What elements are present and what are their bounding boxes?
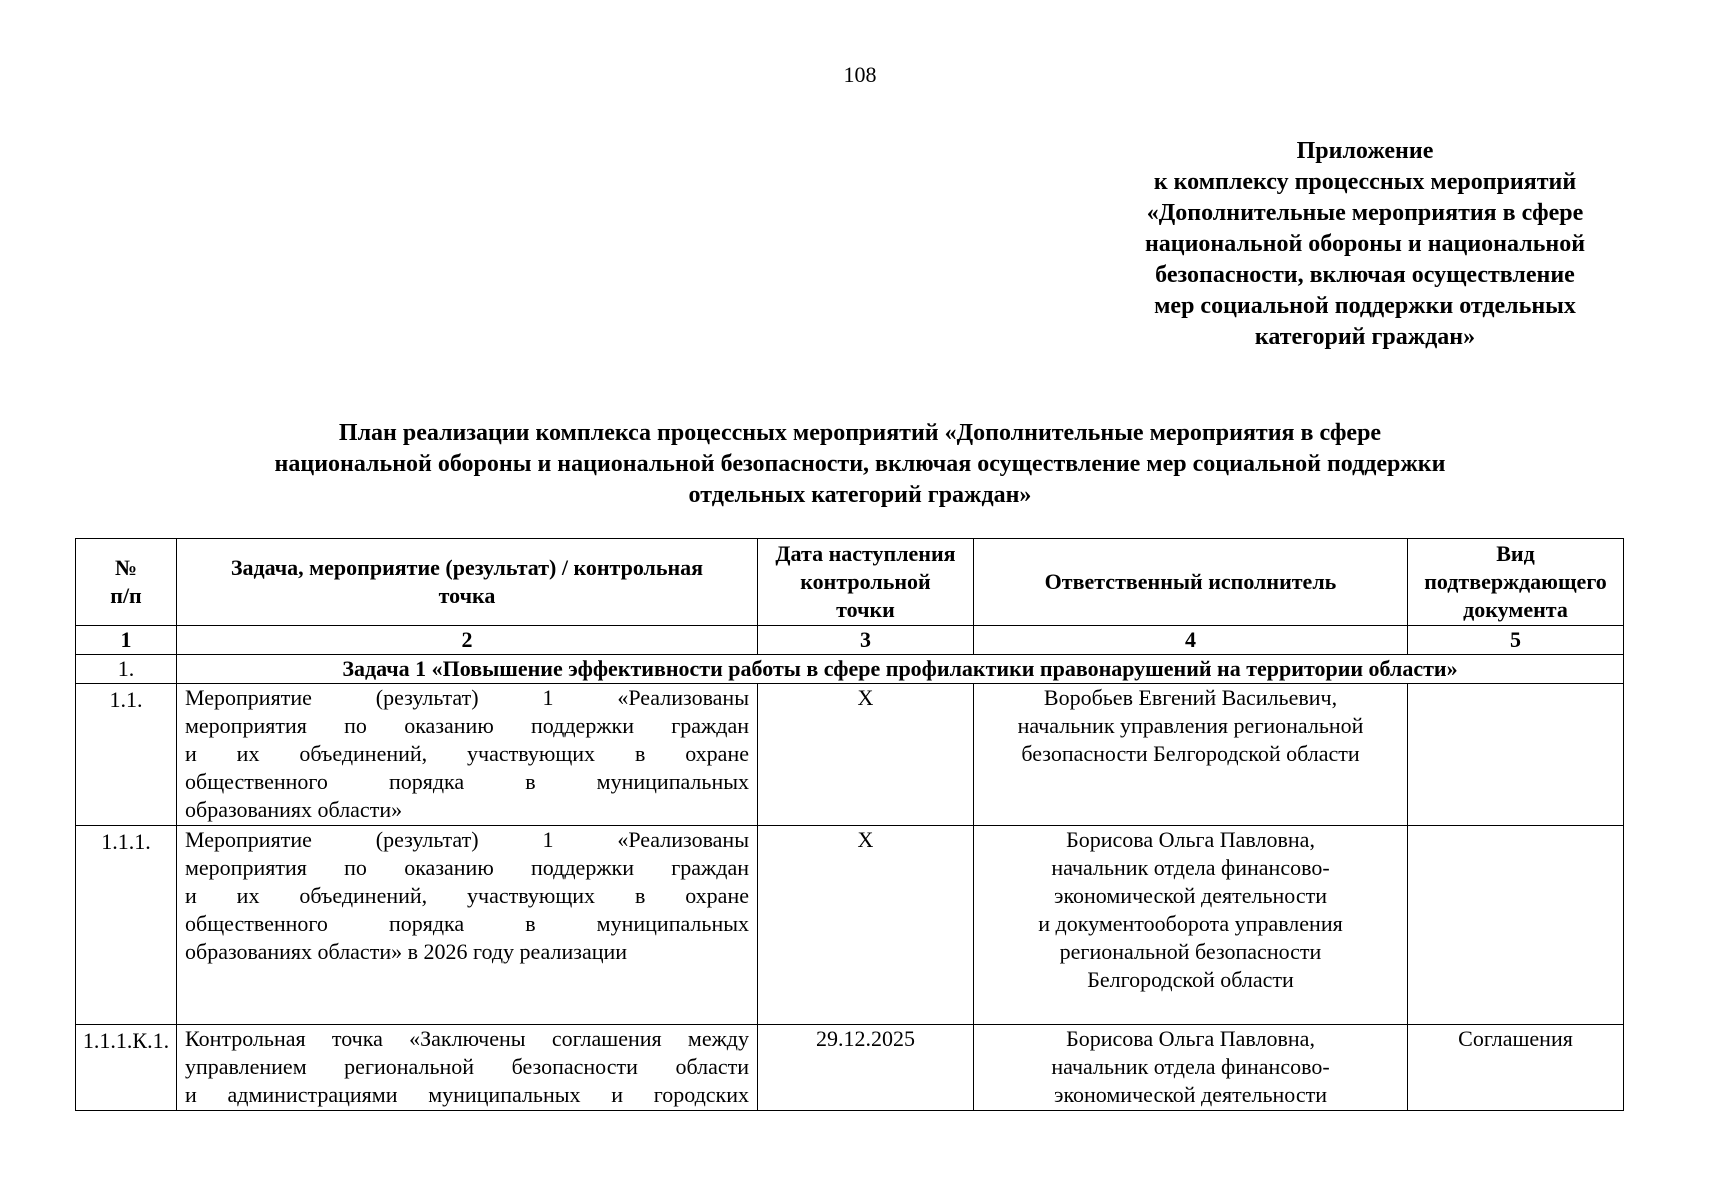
executor-line: начальник отдела финансово- bbox=[1051, 855, 1330, 880]
title-line: отдельных категорий граждан» bbox=[688, 482, 1032, 508]
row-executor bbox=[974, 1025, 1408, 1111]
task-line: Контрольная точка «Заключены соглашения между bbox=[185, 1026, 749, 1051]
appendix-line: мер социальной поддержки отдельных bbox=[1154, 293, 1576, 319]
task-line: мероприятия по оказанию поддержки граждан bbox=[185, 855, 749, 880]
executor-line: Белгородской области bbox=[1087, 967, 1294, 992]
task-line: и администрациями муниципальных и городских bbox=[185, 1082, 749, 1107]
row-document: Соглашения bbox=[1408, 1025, 1624, 1111]
title-line: национальной обороны и национальной безопасности, включая осуществление мер социальной поддержки bbox=[274, 451, 1446, 477]
header-line: № bbox=[114, 555, 138, 580]
row-executor bbox=[974, 684, 1408, 826]
row-document bbox=[1408, 826, 1624, 1025]
implementation-plan-table bbox=[75, 538, 1624, 1111]
task-line: мероприятия по оказанию поддержки граждан bbox=[185, 713, 749, 738]
row-number: 1.1.1.К.1. bbox=[76, 1025, 177, 1111]
title-line: План реализации комплекса процессных мероприятий «Дополнительные мероприятия в сфере bbox=[338, 420, 1382, 446]
task-row bbox=[76, 655, 1624, 684]
column-number: 5 bbox=[1408, 626, 1624, 655]
header-executor bbox=[974, 539, 1408, 626]
header-line: Ответственный исполнитель bbox=[1044, 569, 1337, 594]
executor-line: начальник управления региональной bbox=[1017, 713, 1364, 738]
appendix-line: категорий граждан» bbox=[1254, 324, 1476, 350]
column-number: 4 bbox=[974, 626, 1408, 655]
column-number: 2 bbox=[177, 626, 758, 655]
executor-line: Воробьев Евгений Васильевич, bbox=[1043, 685, 1338, 710]
task-line: образованиях области» в 2026 году реализации bbox=[185, 939, 628, 964]
row-task bbox=[177, 826, 758, 1025]
header-line: документа bbox=[1463, 597, 1568, 622]
task-number: 1. bbox=[76, 655, 177, 684]
executor-line: Борисова Ольга Павловна, bbox=[1066, 1026, 1315, 1051]
column-number-row bbox=[76, 626, 1624, 655]
appendix-line: Приложение bbox=[1296, 138, 1434, 164]
task-line: и их объединений, участвующих в охране bbox=[185, 741, 749, 766]
header-line: п/п bbox=[110, 583, 142, 608]
header-line: точка bbox=[438, 583, 496, 608]
row-task bbox=[177, 1025, 758, 1111]
row-executor bbox=[974, 826, 1408, 1025]
executor-line: и документооборота управления bbox=[1038, 911, 1343, 936]
header-line: точки bbox=[836, 597, 895, 622]
executor-line: экономической деятельности bbox=[1054, 1082, 1327, 1107]
task-line: общественного порядка в муниципальных bbox=[185, 911, 749, 936]
table-row bbox=[76, 826, 1624, 1025]
table-row bbox=[76, 1025, 1624, 1111]
header-line: контрольной bbox=[800, 569, 931, 594]
row-date: 29.12.2025 bbox=[758, 1025, 974, 1111]
task-title: Задача 1 «Повышение эффективности работы в сфере профилактики правонарушений на территории области» bbox=[177, 655, 1624, 684]
task-line: общественного порядка в муниципальных bbox=[185, 769, 749, 794]
task-line: управлением региональной безопасности области bbox=[185, 1054, 749, 1079]
appendix-line: «Дополнительные мероприятия в сфере bbox=[1146, 200, 1584, 226]
header-line: Вид bbox=[1496, 541, 1535, 566]
executor-line: Борисова Ольга Павловна, bbox=[1066, 827, 1315, 852]
task-line: и их объединений, участвующих в охране bbox=[185, 883, 749, 908]
appendix-heading bbox=[1118, 136, 1612, 353]
page-number: 108 bbox=[843, 62, 877, 87]
executor-line: региональной безопасности bbox=[1059, 939, 1322, 964]
appendix-line: национальной обороны и национальной bbox=[1144, 231, 1586, 257]
task-line: Мероприятие (результат) 1 «Реализованы bbox=[185, 827, 749, 852]
header-line: подтверждающего bbox=[1424, 569, 1607, 594]
executor-line: безопасности Белгородской области bbox=[1021, 741, 1360, 766]
appendix-line: безопасности, включая осуществление bbox=[1155, 262, 1575, 288]
header-document bbox=[1408, 539, 1624, 626]
column-number: 1 bbox=[76, 626, 177, 655]
column-number: 3 bbox=[758, 626, 974, 655]
table-row bbox=[76, 684, 1624, 826]
appendix-line: к комплексу процессных мероприятий bbox=[1153, 169, 1577, 195]
executor-line: экономической деятельности bbox=[1054, 883, 1327, 908]
task-line: Мероприятие (результат) 1 «Реализованы bbox=[185, 685, 749, 710]
row-document bbox=[1408, 684, 1624, 826]
row-number: 1.1. bbox=[76, 684, 177, 826]
executor-line: начальник отдела финансово- bbox=[1051, 1054, 1330, 1079]
header-line: Задача, мероприятие (результат) / контрольная bbox=[230, 555, 704, 580]
header-num bbox=[76, 539, 177, 626]
row-date: Х bbox=[758, 826, 974, 1025]
row-task bbox=[177, 684, 758, 826]
header-date bbox=[758, 539, 974, 626]
document-title bbox=[150, 418, 1570, 511]
header-task bbox=[177, 539, 758, 626]
header-line: Дата наступления bbox=[775, 541, 956, 566]
task-line: образованиях области» bbox=[185, 797, 403, 822]
table-header-row bbox=[76, 539, 1624, 626]
row-number: 1.1.1. bbox=[76, 826, 177, 1025]
row-date: Х bbox=[758, 684, 974, 826]
